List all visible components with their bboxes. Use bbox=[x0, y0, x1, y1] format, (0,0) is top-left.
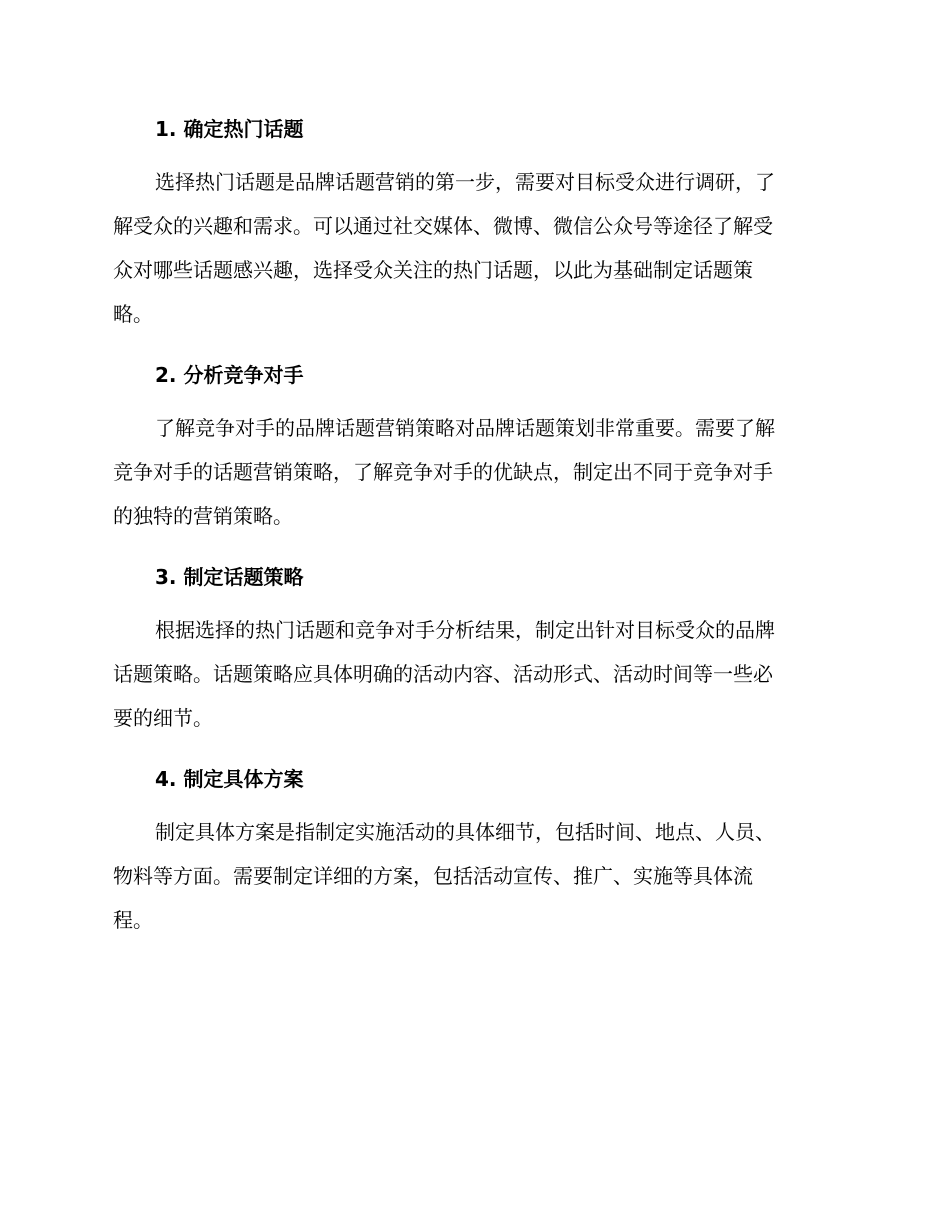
section-heading: 2. 分析竞争对手 bbox=[155, 363, 304, 387]
paragraph-line: 物料等方面。需要制定详细的方案，包括活动宣传、推广、实施等具体流 bbox=[113, 864, 753, 888]
paragraph-line: 话题策略。话题策略应具体明确的活动内容、活动形式、活动时间等一些必 bbox=[113, 662, 773, 686]
paragraph-line: 根据选择的热门话题和竞争对手分析结果，制定出针对目标受众的品牌 bbox=[155, 618, 775, 642]
paragraph-line: 了解竞争对手的品牌话题营销策略对品牌话题策划非常重要。需要了解 bbox=[155, 416, 775, 440]
section-heading: 4. 制定具体方案 bbox=[155, 767, 304, 791]
paragraph-line: 程。 bbox=[113, 908, 153, 932]
section-paragraph bbox=[113, 608, 833, 740]
section-paragraph bbox=[113, 406, 833, 538]
section-2 bbox=[113, 358, 833, 560]
section-paragraph bbox=[113, 160, 833, 336]
section-4 bbox=[113, 762, 833, 942]
paragraph-line: 众对哪些话题感兴趣，选择受众关注的热门话题，以此为基础制定话题策 bbox=[113, 258, 753, 282]
spacer bbox=[113, 336, 833, 358]
section-heading: 3. 制定话题策略 bbox=[155, 565, 304, 589]
paragraph-line: 要的细节。 bbox=[113, 706, 213, 730]
paragraph-line: 竞争对手的话题营销策略，了解竞争对手的优缺点，制定出不同于竞争对手 bbox=[113, 460, 773, 484]
paragraph-line: 选择热门话题是品牌话题营销的第一步，需要对目标受众进行调研，了 bbox=[155, 170, 775, 194]
spacer bbox=[113, 740, 833, 762]
paragraph-line: 略。 bbox=[113, 302, 153, 326]
section-1 bbox=[113, 112, 833, 358]
paragraph-line: 的独特的营销策略。 bbox=[113, 504, 293, 528]
paragraph-line: 解受众的兴趣和需求。可以通过社交媒体、微博、微信公众号等途径了解受 bbox=[113, 214, 773, 238]
spacer bbox=[113, 538, 833, 560]
section-heading: 1. 确定热门话题 bbox=[155, 117, 304, 141]
paragraph-line: 制定具体方案是指制定实施活动的具体细节，包括时间、地点、人员、 bbox=[155, 820, 775, 844]
section-paragraph bbox=[113, 810, 833, 942]
document-body bbox=[113, 112, 833, 942]
section-3 bbox=[113, 560, 833, 762]
